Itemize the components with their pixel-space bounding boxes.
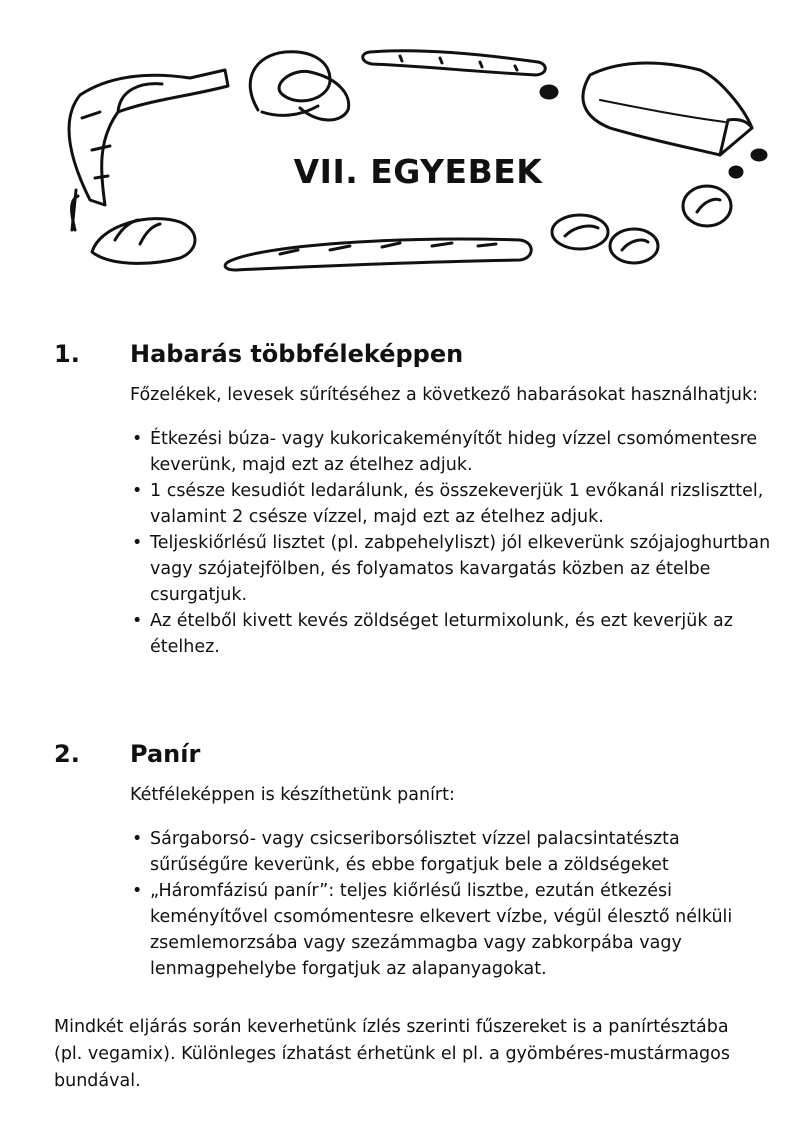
- section-habaras: [54, 340, 774, 660]
- list-item: • Étkezési búza- vagy kukoricakeményítőt hideg vízzel csomómentesre keverünk, majd ezt az ételhez adjuk.: [130, 426, 774, 478]
- list-item: • „Háromfázisú panír”: teljes kiőrlésű lisztbe, ezután étkezési keményítővel csomómentesre elkevert vízbe, végül élesztő nélküli zsemlemorzsába vagy szezámmagba vagy zabkorpába vagy lenmagpehelybe forgatjuk az alapanyagokat.: [130, 878, 774, 982]
- bread-loaf-icon: [583, 63, 752, 155]
- pretzel-icon: [250, 52, 348, 120]
- section-intro: Főzelékek, levesek sűrítéséhez a következő habarásokat használhatjuk:: [130, 385, 759, 405]
- chapter-title: VII. EGYEBEK: [293, 152, 543, 191]
- section-number: 2.: [54, 740, 80, 768]
- bakery-frame-illustration: [0, 0, 800, 300]
- list-item: • Az ételből kivett kevés zöldséget leturmixolunk, és ezt keverjük az ételhez.: [130, 608, 774, 660]
- closing-paragraph: Mindkét eljárás során keverhetünk ízlés szerinti fűszereket is a panírtésztába (pl. vegamix). Különleges ízhatást érhetünk el pl. a gyömbéres-mustármagos bundával.: [54, 1017, 730, 1091]
- section-heading: [54, 340, 774, 368]
- section-panir: [54, 740, 774, 982]
- bullet-list: [130, 826, 774, 982]
- section-intro: Kétféleképpen is készíthetünk panírt:: [130, 785, 455, 805]
- list-item: • Teljeskiőrlésű lisztet (pl. zabpehelyliszt) jól elkeverünk szójajoghurtban vagy szójatejfölben, és folyamatos kavargatás közben az ételbe csurgatjuk.: [130, 530, 774, 608]
- baguette-icon: [225, 239, 531, 270]
- bread-roll-icon: [92, 219, 195, 264]
- section-title: Habarás többféleképpen: [130, 340, 464, 368]
- bun-icon: [552, 186, 731, 263]
- croissant-icon: [69, 70, 228, 230]
- list-item: • Sárgaborsó- vagy csicseriborsólisztet vízzel palacsintatészta sűrűségűre keverünk, és ebbe forgatjuk bele a zöldségeket: [130, 826, 774, 878]
- section-title: Panír: [130, 740, 201, 768]
- list-item: • 1 csésze kesudiót ledarálunk, és összekeverjük 1 evőkanál rizsliszttel, valamint 2 csésze vízzel, majd ezt az ételhez adjuk.: [130, 478, 774, 530]
- bullet-list: [130, 426, 774, 660]
- section-heading: [54, 740, 774, 768]
- breadstick-icon: [363, 51, 546, 75]
- section-number: 1.: [54, 340, 80, 368]
